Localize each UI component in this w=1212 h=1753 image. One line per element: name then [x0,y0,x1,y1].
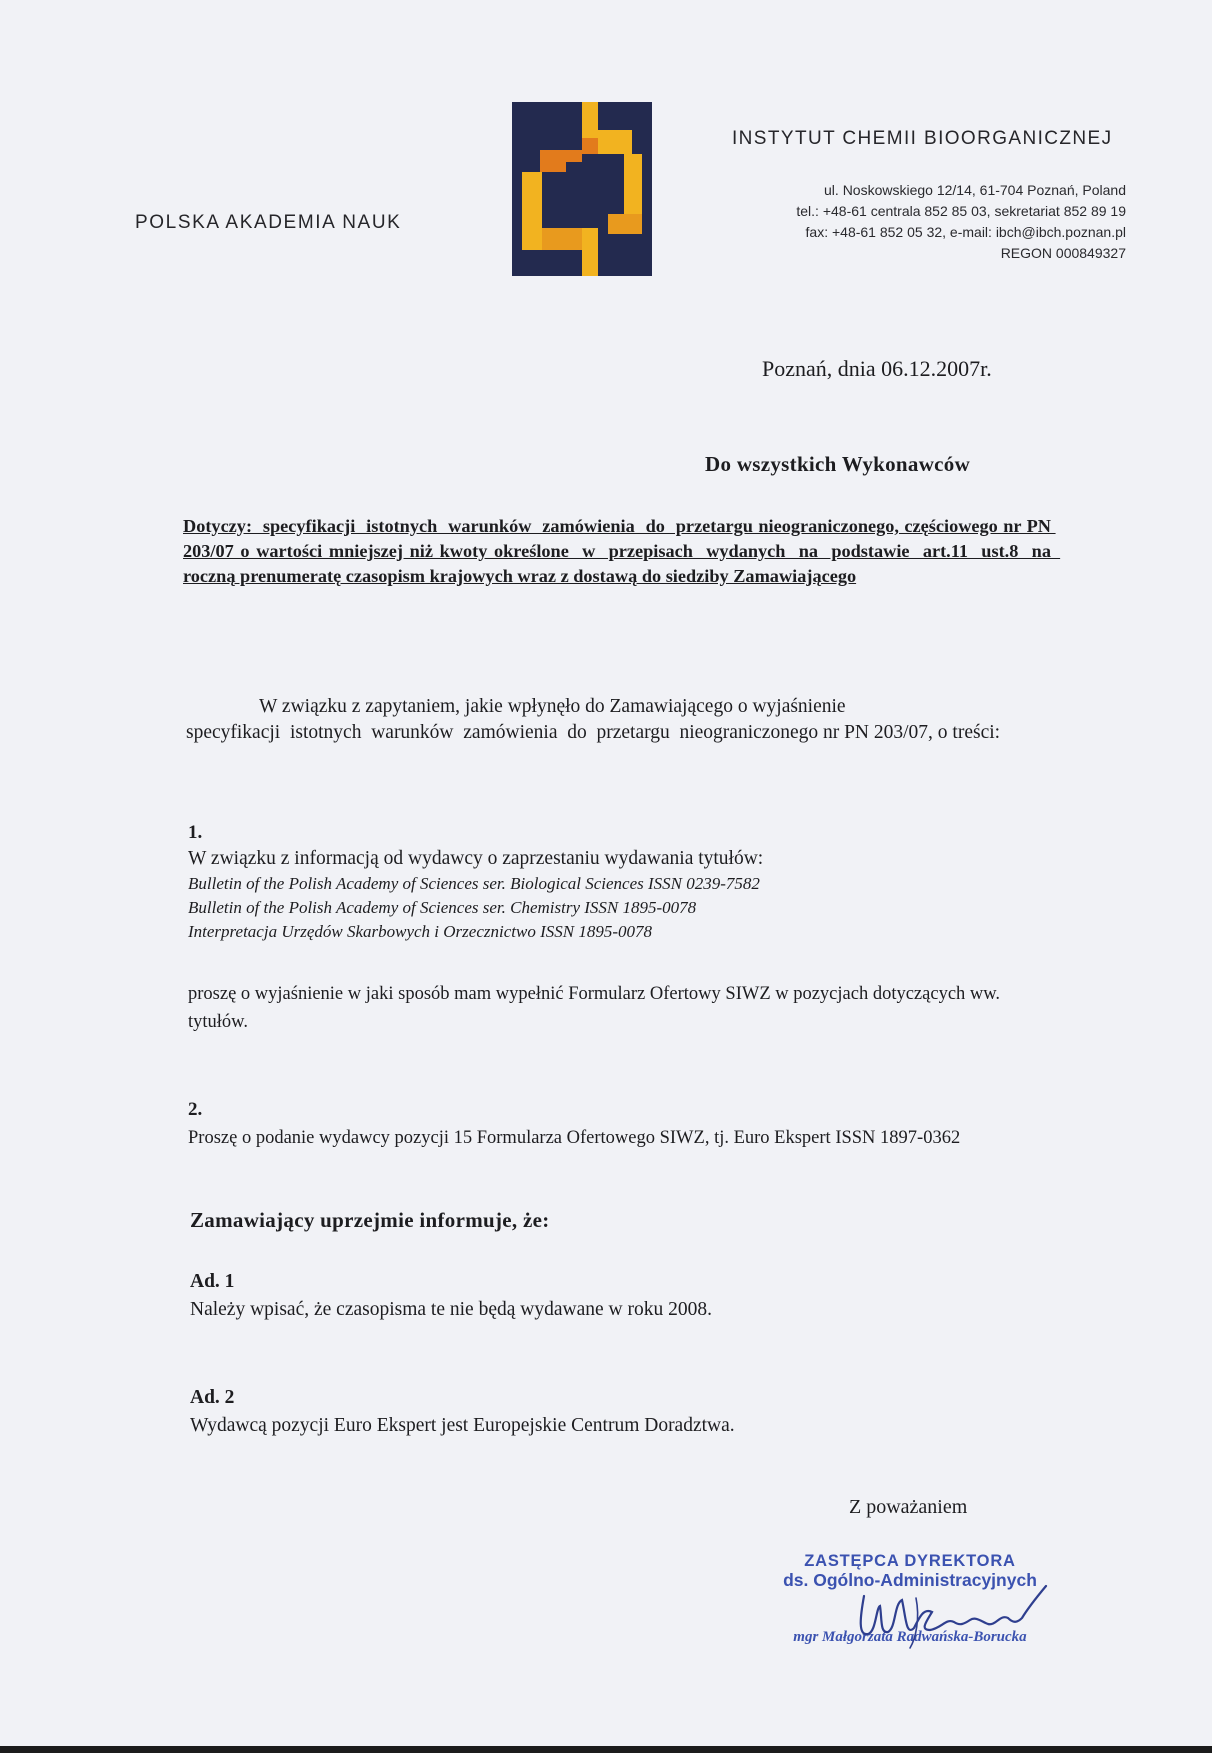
journal-title: Bulletin of the Polish Academy of Sciences ser. Chemistry ISSN 1895-0078 [188,898,697,917]
answer-1 [190,1268,712,1324]
stamp-department: ds. Ogólno-Administracyjnych [783,1570,1037,1590]
answer-1-label: Ad. 1 [190,1271,235,1292]
stamp-name: mgr Małgorzata Radwańska-Borucka [793,1629,1027,1645]
stamp-title: ZASTĘPCA DYREKTORA [804,1552,1016,1570]
address-line: ul. Noskowskiego 12/14, 61-704 Poznań, Poland [824,182,1126,198]
academy-name: POLSKA AKADEMIA NAUK [135,212,402,233]
address-line: fax: +48-61 852 05 32, e-mail: ibch@ibch.poznan.pl [805,224,1126,240]
question-1-number: 1. [188,822,203,843]
intro-first-line: W związku z zapytaniem, jakie wpłynęło do Zamawiającego o wyjaśnienie [259,696,846,717]
answer-1-text: Należy wpisać, że czasopisma te nie będą wydawane w roku 2008. [190,1299,712,1320]
question-1 [188,820,1052,944]
question-1-request: proszę o wyjaśnienie w jaki sposób mam wypełnić Formularz Ofertowy SIWZ w pozycjach dotyczących ww. tytułów. [188,984,1001,1032]
answer-2-text: Wydawcą pozycji Euro Ekspert jest Europejskie Centrum Doradztwa. [190,1415,735,1436]
question-2-text: Proszę o podanie wydawcy pozycji 15 Formularza Ofertowego SIWZ, tj. Euro Ekspert ISSN 1897-0362 [188,1128,961,1148]
institute-logo [512,102,652,276]
letter-date: Poznań, dnia 06.12.2007r. [762,356,992,381]
question-2-number: 2. [188,1099,203,1120]
intro-paragraph [186,694,1050,746]
answer-2-label: Ad. 2 [190,1387,235,1408]
institute-address [730,180,1126,264]
answer-2 [190,1384,735,1440]
address-line: tel.: +48-61 centrala 852 85 03, sekretariat 852 89 19 [796,203,1126,219]
intro-continuation: specyfikacji istotnych warunków zamówienia do przetargu nieograniczonego nr PN 203/07, o treści: [186,722,1001,743]
address-line: REGON 000849327 [1000,245,1126,261]
closing-salutation: Z poważaniem [849,1496,968,1518]
recipient: Do wszystkich Wykonawców [705,452,971,476]
journal-title: Interpretacja Urzędów Skarbowych i Orzecznictwo ISSN 1895-0078 [188,922,652,941]
page-bottom-edge [0,1746,1212,1753]
journal-title: Bulletin of the Polish Academy of Sciences ser. Biological Sciences ISSN 0239-7582 [188,874,760,893]
handwritten-signature [850,1578,1060,1650]
question-1-text: W związku z informacją od wydawcy o zaprzestaniu wydawania tytułów: [188,848,764,869]
question-2 [188,1096,1052,1152]
subject-line: Dotyczy: specyfikacji istotnych warunków zamówienia do przetargu nieograniczonego, częściowego nr PN 203/07 o wartości mniejszej niż kwoty określone w przepisach wydanych na podstawie art.11 ust.8 na roczną prenumeratę czasopism krajowych wraz z dostawą do siedziby Zamawiającego [183,516,1061,586]
institute-name: INSTYTUT CHEMII BIOORGANICZNEJ [732,128,1113,149]
answers-heading: Zamawiający uprzejmie informuje, że: [190,1208,550,1232]
